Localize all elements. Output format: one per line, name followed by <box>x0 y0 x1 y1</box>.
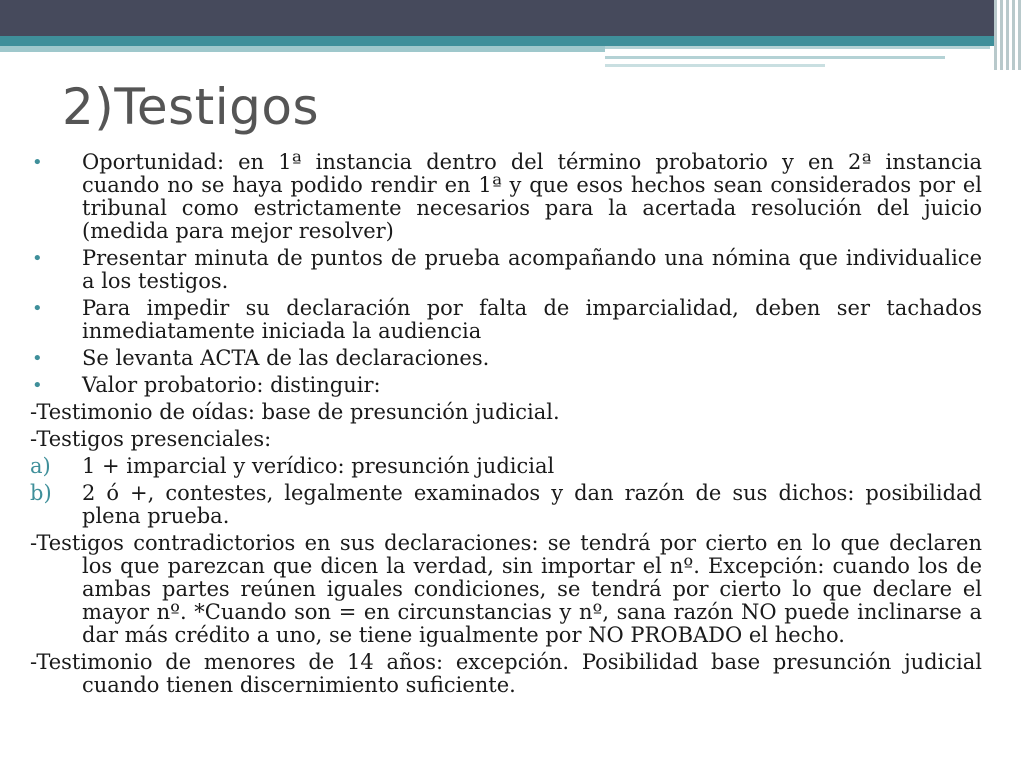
list-marker: a) <box>30 454 51 478</box>
item-text: Oportunidad: en 1ª instancia dentro del término probatorio y en 2ª instancia cuando no se haya podido rendir en 1ª y que esos hechos sean considerados por el tribunal como estrictamente necesarios para la acertada resolución del juicio (medida para mejor resolver) <box>82 150 982 243</box>
bullet-item <box>30 247 982 293</box>
bullet-item <box>30 297 982 343</box>
bullet-icon: • <box>32 348 43 369</box>
slide-title: 2)Testigos <box>62 78 320 136</box>
bullet-item <box>30 151 982 243</box>
item-text: Se levanta ACTA de las declaraciones. <box>82 346 490 370</box>
dash-item <box>30 401 982 424</box>
item-text: Presentar minuta de puntos de prueba acompañando una nómina que individualice a los testigos. <box>82 246 982 293</box>
bullet-icon: • <box>32 375 43 396</box>
bullet-item <box>30 374 982 397</box>
header-line <box>605 64 825 67</box>
item-text: Para impedir su declaración por falta de imparcialidad, deben ser tachados inmediatamente iniciada la audiencia <box>82 296 982 343</box>
header-bar-teal <box>0 36 1024 46</box>
dash-item <box>30 428 982 451</box>
item-text: -Testigos contradictorios en sus declaraciones: se tendrá por cierto en lo que declaren los que parezcan que dicen la verdad, sin importar el nº. Excepción: cuando los de ambas partes reúnen iguales condiciones, se tendrá por cierto lo que declare el mayor nº. *Cuando son = en circunstancias y nº, sana razón NO puede inclinarse a dar más crédito a uno, se tiene igualmente por NO PROBADO el hecho. <box>30 531 982 647</box>
dash-item <box>30 651 982 697</box>
bullet-icon: • <box>32 152 43 173</box>
bullet-icon: • <box>32 248 43 269</box>
header-stripes <box>994 0 1024 70</box>
item-text: -Testigos presenciales: <box>30 427 272 451</box>
item-text: Valor probatorio: distinguir: <box>82 373 381 397</box>
bullet-item <box>30 347 982 370</box>
header-line <box>605 46 990 49</box>
bullet-icon: • <box>32 298 43 319</box>
list-marker: b) <box>30 481 52 505</box>
header-line <box>605 56 945 59</box>
item-text: -Testimonio de menores de 14 años: excepción. Posibilidad base presunción judicial cuando tienen discernimiento suficiente. <box>30 650 982 697</box>
dash-item <box>30 532 982 647</box>
item-text: 2 ó +, contestes, legalmente examinados y dan razón de sus dichos: posibilidad plena prueba. <box>82 481 982 528</box>
lettered-item <box>30 482 982 528</box>
slide-body <box>30 151 982 701</box>
lettered-item <box>30 455 982 478</box>
item-text: 1 + imparcial y verídico: presunción judicial <box>82 454 555 478</box>
item-text: -Testimonio de oídas: base de presunción judicial. <box>30 400 560 424</box>
header-bar-teal-light <box>0 46 605 52</box>
header-bar-dark <box>0 0 1024 36</box>
